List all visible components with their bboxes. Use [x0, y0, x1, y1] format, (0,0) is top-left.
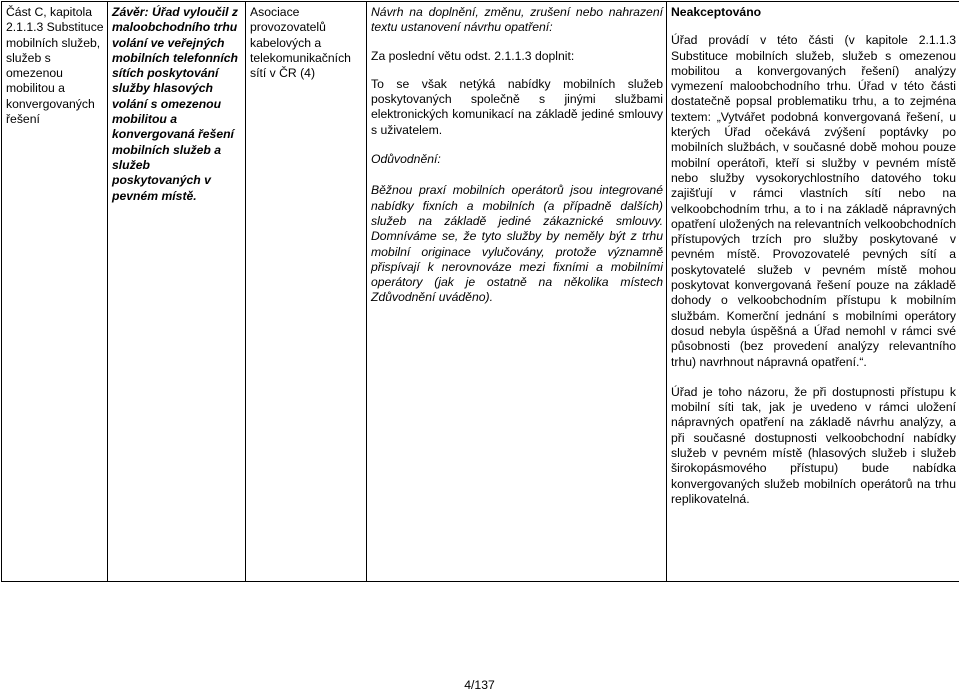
conclusion-text: Závěr: Úřad vyloučil z maloobchodního trhu volání ve veřejných mobilních telefonních sítích poskytování služby hlasových volání s omezenou mobilitou a konvergovaná řešení mobilních služeb a služeb poskytovaných v pevném místě.	[112, 2, 242, 204]
table-row	[2, 2, 959, 582]
region-text: Část C, kapitola 2.1.1.3 Substituce mobilních služeb, služeb s omezenou mobilitou a konvergovaných řešení	[6, 2, 104, 127]
proposal-intro: Návrh na doplnění, změnu, zrušení nebo nahrazení textu ustanovení návrhu opatření:	[371, 5, 663, 36]
settlement-paragraph-2: Úřad je toho názoru, že při dostupnosti přístupu k mobilní síti tak, jak je uvedeno v rámci uložení nápravných opatření na základě návrhu analýzy, a při současné dostupnosti velkoobchodní nabídky služeb v pevném místě (hlasových služeb i služeb širokopásmového přístupu) bude nabídka konvergovaných služeb mobilních operátorů na trhu replikovatelná.	[671, 385, 956, 507]
comments-table	[1, 1, 959, 582]
page-number: 4/137	[0, 678, 959, 692]
settlement-paragraph-1: Úřad provádí v této části (v kapitole 2.1.1.3 Substituce mobilních služeb, služeb s omezenou mobilitou a konvergovaných řešení) analýzy vymezení maloobchodního trhu. Úřad v této části dostatečně popsal problematiku trhu, a to zejména textem: „Vytvářet podobná konvergovaná řešení, u kterých Úřad očekává zvýšení poptávky po mobilních službách, v současné době mohou pouze mobilní operátoři, kteří si služby v pevném místě nebo služby vysokorychlostního datového toku zajišťují v rámci vlastních sítí nebo na velkoobchodním trhu, a to i na základě nápravných opatření uložených na relevantních velkoobchodních přístupových trzích pro služby poskytované v pevném místě. Provozovatelé pevných sítí a poskytovatelé služeb v pevném místě mohou poskytovat konvergovaná řešení pouze na základě dohody o velkoobchodním přístupu k mobilním službám. Komerční jednání s mobilními operátory dosud nebyla úspěšná a Úřad nemohl v rámci své působnosti (bez provedení analýzy relevantního trhu) navrhnout nápravná opatření.“.	[671, 33, 956, 370]
proposal-text: To se však netýká nabídky mobilních služeb poskytovaných společně s jinými službami elektronických komunikací na základě jediné smlouvy s uživatelem.	[371, 77, 663, 138]
proposal-cell	[367, 2, 667, 582]
conclusion-cell	[108, 2, 246, 582]
author-cell	[246, 2, 367, 582]
region-cell	[2, 2, 108, 582]
settlement-cell	[667, 2, 959, 582]
author-text: Asociace provozovatelů kabelových a telekomunikačních sítí v ČR (4)	[250, 2, 363, 81]
status-badge: Neakceptováno	[671, 5, 956, 20]
proposal-instruction: Za poslední větu odst. 2.1.1.3 doplnit:	[371, 49, 663, 64]
justification-text: Běžnou praxí mobilních operátorů jsou integrované nabídky fixních a mobilních (a případně dalších) služeb na základě jediné zákaznické smlouvy. Domníváme se, že tyto služby by neměly být z trhu mobilní originace vylučovány, protože významně přispívají k nerovnováze mezi fixními a mobilními operátory (jak je ostatně na několika místech Zdůvodnění uváděno).	[371, 183, 663, 305]
justification-heading: Odůvodnění:	[371, 152, 663, 167]
